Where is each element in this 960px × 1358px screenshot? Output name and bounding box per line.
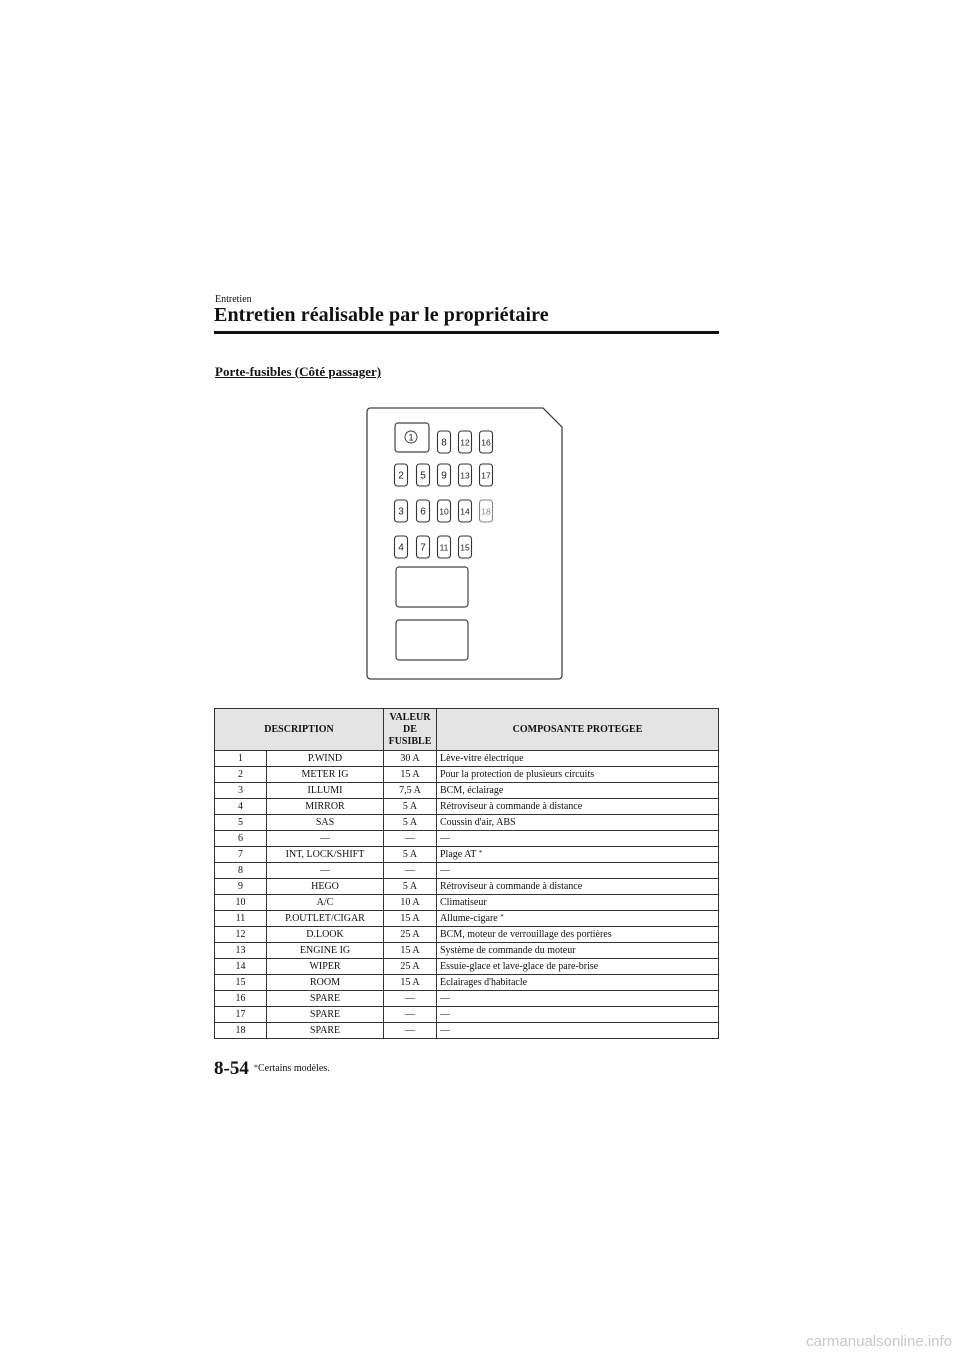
header-value: VALEUR DE FUSIBLE [384, 709, 437, 751]
fuse-7 [417, 536, 430, 558]
fuse-number-cell: 3 [215, 783, 267, 799]
fuse-description-cell: SAS [267, 815, 384, 831]
table-row [215, 943, 719, 959]
table-row [215, 1023, 719, 1039]
fuse-description-cell: MIRROR [267, 799, 384, 815]
protected-component-cell: Plage AT * [437, 847, 719, 863]
fuse-4 [395, 536, 408, 558]
fuse-description-cell: A/C [267, 895, 384, 911]
fuse-15-label: 15 [460, 542, 470, 553]
fuse-11 [438, 536, 451, 558]
fuse-2 [395, 464, 408, 486]
fuse-number-cell: 15 [215, 975, 267, 991]
fuse-value-cell: — [384, 991, 437, 1007]
protected-component-cell: Eclairages d'habitacle [437, 975, 719, 991]
fuse-description-cell: ROOM [267, 975, 384, 991]
fuse-14-label: 14 [460, 506, 470, 517]
fuse-8-label: 8 [441, 437, 447, 449]
footnote-star: * [478, 848, 483, 857]
protected-component-cell: — [437, 831, 719, 847]
fuse-description-cell: INT, LOCK/SHIFT [267, 847, 384, 863]
fuse-table [214, 708, 719, 1039]
fuse-8 [438, 431, 451, 453]
fuse-number-cell: 11 [215, 911, 267, 927]
relay-lower [396, 620, 468, 660]
fuse-description-cell: METER IG [267, 767, 384, 783]
fuse-18 [480, 500, 493, 522]
fuse-number-cell: 18 [215, 1023, 267, 1039]
fuse-description-cell: SPARE [267, 1023, 384, 1039]
fuse-number-cell: 8 [215, 863, 267, 879]
protected-component-cell: BCM, moteur de verrouillage des portières [437, 927, 719, 943]
fuse-2-label: 2 [398, 470, 404, 482]
fuse-11-label: 11 [439, 542, 449, 553]
table-row [215, 911, 719, 927]
protected-component-cell: — [437, 1007, 719, 1023]
fuse-16 [480, 431, 493, 453]
fuse-number-cell: 13 [215, 943, 267, 959]
fuse-16-label: 16 [481, 437, 491, 448]
protected-component-cell: — [437, 1023, 719, 1039]
fuse-box-subheading: Porte-fusibles (Côté passager) [215, 364, 382, 379]
protected-component-cell: Rétroviseur à commande à distance [437, 879, 719, 895]
fuse-value-cell: — [384, 1023, 437, 1039]
fuse-number-cell: 17 [215, 1007, 267, 1023]
protected-component-cell: Coussin d'air, ABS [437, 815, 719, 831]
fuse-9 [438, 464, 451, 486]
protected-component-cell: Pour la protection de plusieurs circuits [437, 767, 719, 783]
fuse-description-cell: HEGO [267, 879, 384, 895]
fuse-description-cell: SPARE [267, 991, 384, 1007]
fuse-description-cell: — [267, 831, 384, 847]
protected-component-cell: Allume-cigare * [437, 911, 719, 927]
table-row [215, 927, 719, 943]
fuse-number-cell: 7 [215, 847, 267, 863]
fuse-number-cell: 14 [215, 959, 267, 975]
table-row [215, 895, 719, 911]
page-number: 8-54 [214, 1058, 249, 1079]
fuse-13-label: 13 [460, 470, 470, 481]
table-row [215, 783, 719, 799]
table-row [215, 959, 719, 975]
fuse-10-label: 10 [439, 506, 449, 517]
fuse-description-cell: P.OUTLET/CIGAR [267, 911, 384, 927]
fuse-description-cell: WIPER [267, 959, 384, 975]
fuse-number-cell: 5 [215, 815, 267, 831]
watermark: carmanualsonline.info [806, 1333, 952, 1350]
table-row [215, 751, 719, 767]
fuse-9-label: 9 [441, 470, 447, 482]
table-row [215, 847, 719, 863]
fuse-value-cell: — [384, 863, 437, 879]
table-row [215, 815, 719, 831]
fuse-value-cell: 25 A [384, 959, 437, 975]
header-description: DESCRIPTION [215, 709, 384, 751]
fuse-value-cell: 25 A [384, 927, 437, 943]
page-title: Entretien réalisable par le propriétaire [214, 304, 549, 326]
protected-component-cell: BCM, éclairage [437, 783, 719, 799]
fuse-value-cell: 15 A [384, 767, 437, 783]
fuse-number-cell: 9 [215, 879, 267, 895]
fuse-value-cell: 30 A [384, 751, 437, 767]
fuse-value-cell: 15 A [384, 943, 437, 959]
protected-component-cell: — [437, 991, 719, 1007]
fuse-15 [459, 536, 472, 558]
fuse-box-diagram [365, 407, 565, 681]
table-row [215, 831, 719, 847]
table-row [215, 863, 719, 879]
large-fuse-1-label: 1 [408, 432, 414, 443]
title-divider [214, 331, 719, 334]
table-row [215, 991, 719, 1007]
fuse-value-cell: 5 A [384, 815, 437, 831]
fuse-description-cell: SPARE [267, 1007, 384, 1023]
protected-component-cell: — [437, 863, 719, 879]
table-row [215, 975, 719, 991]
table-row [215, 1007, 719, 1023]
table-row [215, 799, 719, 815]
fuse-6 [417, 500, 430, 522]
protected-component-cell: Lève-vitre électrique [437, 751, 719, 767]
fuse-value-cell: 15 A [384, 975, 437, 991]
protected-component-cell: Rétroviseur à commande à distance [437, 799, 719, 815]
footnote-text: Certains modèles. [258, 1063, 330, 1074]
fuse-value-cell: 15 A [384, 911, 437, 927]
table-row [215, 879, 719, 895]
table-row [215, 767, 719, 783]
fuse-description-cell: D.LOOK [267, 927, 384, 943]
fuse-value-cell: 7,5 A [384, 783, 437, 799]
section-label: Entretien [215, 294, 252, 305]
fuse-description-cell: — [267, 863, 384, 879]
relay-upper [396, 567, 468, 607]
fuse-14 [459, 500, 472, 522]
fuse-17-label: 17 [481, 470, 491, 481]
fuse-6-label: 6 [420, 506, 426, 518]
fuse-18-label: 18 [481, 506, 491, 517]
fuse-3-label: 3 [398, 506, 404, 518]
fuse-13 [459, 464, 472, 486]
fuse-5-label: 5 [420, 470, 426, 482]
fuse-number-cell: 10 [215, 895, 267, 911]
fuse-description-cell: ENGINE IG [267, 943, 384, 959]
fuse-5 [417, 464, 430, 486]
fuse-value-cell: 5 A [384, 847, 437, 863]
fuse-number-cell: 12 [215, 927, 267, 943]
fuse-number-cell: 2 [215, 767, 267, 783]
fuse-description-cell: P.WIND [267, 751, 384, 767]
protected-component-cell: Essuie-glace et lave-glace de pare-brise [437, 959, 719, 975]
fuse-number-cell: 1 [215, 751, 267, 767]
fuse-12-label: 12 [460, 437, 470, 448]
fuse-4-label: 4 [398, 542, 404, 554]
protected-component-cell: Système de commande du moteur [437, 943, 719, 959]
footnote-star: * [254, 1063, 258, 1072]
fuse-3 [395, 500, 408, 522]
footnote [254, 1063, 330, 1074]
fuse-17 [480, 464, 493, 486]
fuse-12 [459, 431, 472, 453]
fuse-number-cell: 4 [215, 799, 267, 815]
fuse-description-cell: ILLUMI [267, 783, 384, 799]
footnote-star: * [500, 912, 504, 921]
fuse-10 [438, 500, 451, 522]
fuse-number-cell: 6 [215, 831, 267, 847]
header-component: COMPOSANTE PROTEGEE [437, 709, 719, 751]
fuse-value-cell: 5 A [384, 879, 437, 895]
protected-component-cell: Climatiseur [437, 895, 719, 911]
fuse-value-cell: 10 A [384, 895, 437, 911]
fuse-value-cell: — [384, 1007, 437, 1023]
fuse-number-cell: 16 [215, 991, 267, 1007]
fuse-value-cell: 5 A [384, 799, 437, 815]
fuse-7-label: 7 [420, 542, 426, 554]
fuse-value-cell: — [384, 831, 437, 847]
